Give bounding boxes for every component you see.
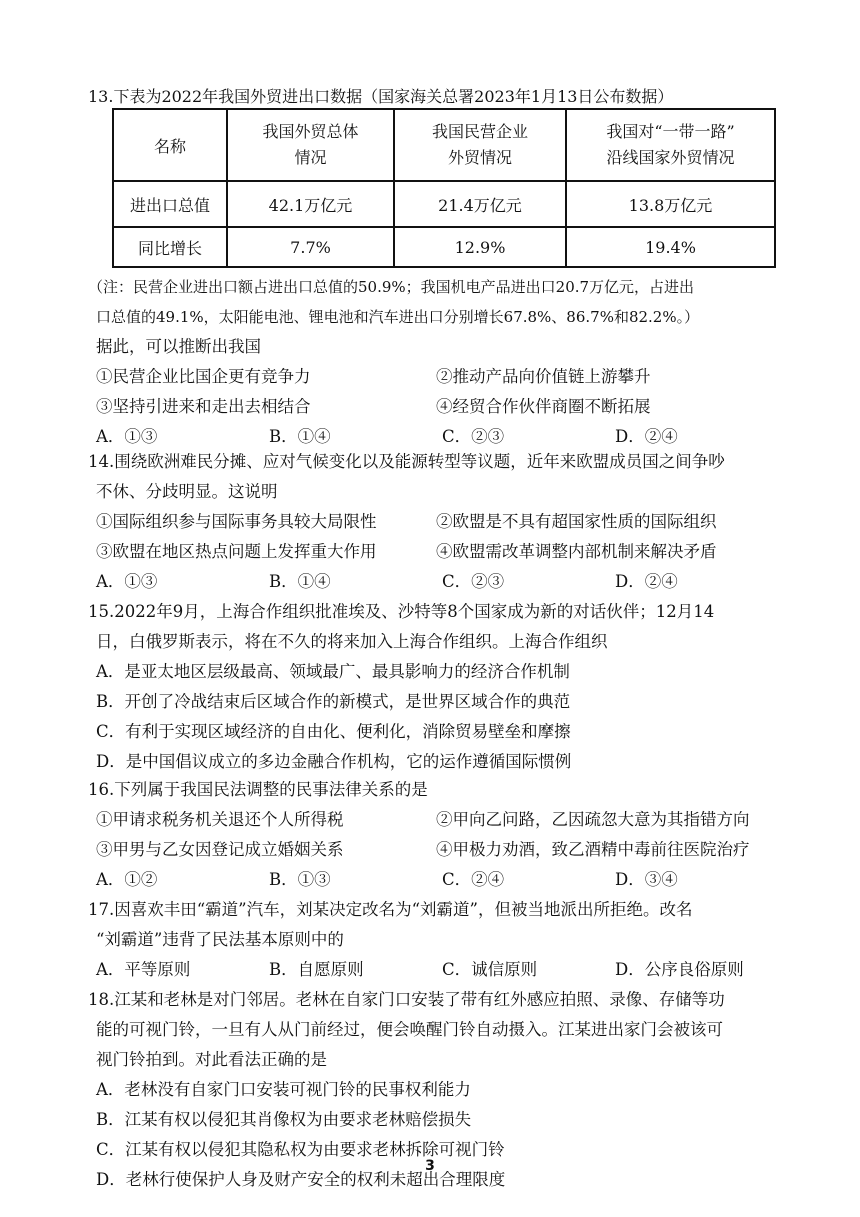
- q14-stem-line: 不休、分歧明显。这说明: [96, 482, 278, 501]
- choice-d: D．是中国倡议成立的多边金融合作机构，它的运作遵循国际惯例: [96, 752, 572, 771]
- question-16: [88, 775, 788, 895]
- q14-stem-line: 14.围绕欧洲难民分摊、应对气候变化以及能源转型等议题，近年来欧盟成员国之间争吵: [88, 452, 725, 471]
- choice-a: A．老林没有自家门口安装可视门铃的民事权利能力: [96, 1080, 471, 1099]
- statement-item: ②甲向乙问路，乙因疏忽大意为其指错方向: [436, 810, 750, 829]
- q18-stem-line: 18.江某和老林是对门邻居。老林在自家门口安装了带有红外感应拍照、录像、存储等功: [88, 990, 725, 1009]
- choice-d: D．②④: [615, 427, 678, 446]
- choice-c: C．江某有权以侵犯其隐私权为由要求老林拆除可视门铃: [96, 1140, 505, 1159]
- choice-d: D．③④: [615, 870, 678, 889]
- choice-d: D．公序良俗原则: [615, 960, 744, 979]
- q16-statements-row: [88, 835, 788, 865]
- table-header-row: [113, 109, 775, 181]
- q16-statements-row: [88, 805, 788, 835]
- q13-statements-row: [88, 362, 788, 392]
- choice-b: B．①③: [269, 870, 331, 889]
- table-cell: 同比增长: [113, 227, 227, 267]
- choice-b: B．江某有权以侵犯其肖像权为由要求老林赔偿损失: [96, 1110, 472, 1129]
- q17-stem-line: “刘霸道”违背了民法基本原则中的: [96, 930, 344, 949]
- choice-d: D．老林行使保护人身及财产安全的权利未超出合理限度: [96, 1170, 506, 1189]
- table-cell: 13.8万亿元: [566, 181, 775, 227]
- q18-stem-line: 视门铃拍到。对此看法正确的是: [96, 1050, 327, 1069]
- q13-note-line: 口总值的49.1%，太阳能电池、锂电池和汽车进出口分别增长67.8%、86.7%和82.2%。）: [96, 308, 700, 326]
- table-cell: 42.1万亿元: [227, 181, 394, 227]
- table-cell: 进出口总值: [113, 181, 227, 227]
- q17-stem-line: 17.因喜欢丰田“霸道”汽车，刘某决定改名为“刘霸道”，但被当地派出所拒绝。改名: [88, 900, 693, 919]
- statement-item: ②欧盟是不具有超国家性质的国际组织: [436, 512, 717, 531]
- q15-stem-line: 15.2022年9月，上海合作组织批准埃及、沙特等8个国家成为新的对话伙伴；12月14: [88, 602, 715, 621]
- choice-c: C．②④: [442, 870, 505, 889]
- choice-a: A．①③: [96, 572, 158, 591]
- statement-item: ①民营企业比国企更有竞争力: [96, 367, 311, 386]
- q15-stem-line: 日，白俄罗斯表示，将在不久的将来加入上海合作组织。上海合作组织: [96, 632, 608, 651]
- q13-body: [88, 272, 788, 452]
- table-cell: 19.4%: [566, 227, 775, 267]
- choice-a: A．是亚太地区层级最高、领域最广、最具影响力的经济合作机制: [96, 662, 570, 681]
- choice-a: A．平等原则: [96, 960, 191, 979]
- choice-b: B．①④: [269, 572, 331, 591]
- choice-c: C．有利于实现区域经济的自由化、便利化，消除贸易壁垒和摩擦: [96, 722, 571, 741]
- q13-note-line: 据此，可以推断出我国: [96, 337, 261, 356]
- q16-choices: [88, 865, 788, 895]
- q13-stem: 13.下表为2022年我国外贸进出口数据（国家海关总署2023年1月13日公布数据）: [88, 87, 674, 106]
- page-number: 3: [425, 1158, 435, 1174]
- q13-note-line: （注：民营企业进出口额占进出口总值的50.9%；我国机电产品进出口20.7万亿元，占进出: [88, 278, 695, 296]
- statement-item: ④经贸合作伙伴商圈不断拓展: [436, 397, 651, 416]
- choice-a: A．①③: [96, 427, 158, 446]
- q14-choices: [88, 567, 788, 597]
- table-cell: 12.9%: [394, 227, 566, 267]
- q13-statements-row: [88, 392, 788, 422]
- question-15: [88, 597, 788, 777]
- q17-choices: [88, 955, 788, 985]
- table-header-cell: 名称: [113, 109, 227, 181]
- statement-item: ④甲极力劝酒，致乙酒精中毒前往医院治疗: [436, 840, 750, 859]
- trade-data-table: [112, 108, 776, 268]
- question-14: [88, 447, 788, 597]
- choice-c: C．②③: [442, 427, 505, 446]
- statement-item: ③坚持引进来和走出去相结合: [96, 397, 311, 416]
- q16-stem: 16.下列属于我国民法调整的民事法律关系的是: [88, 780, 428, 799]
- statement-item: ①国际组织参与国际事务具较大局限性: [96, 512, 377, 531]
- statement-item: ③欧盟在地区热点问题上发挥重大作用: [96, 542, 377, 561]
- table-header-cell: 我国民营企业 外贸情况: [394, 109, 566, 181]
- choice-b: B．自愿原则: [269, 960, 364, 979]
- table-cell: 21.4万亿元: [394, 181, 566, 227]
- statement-item: ④欧盟需改革调整内部机制来解决矛盾: [436, 542, 717, 561]
- table-header-cell: 我国对“一带一路” 沿线国家外贸情况: [566, 109, 775, 181]
- choice-c: C．诚信原则: [442, 960, 538, 979]
- table-row: [113, 227, 775, 267]
- q18-stem-line: 能的可视门铃，一旦有人从门前经过，便会唤醒门铃自动摄入。江某进出家门会被该可: [96, 1020, 723, 1039]
- statement-item: ③甲男与乙女因登记成立婚姻关系: [96, 840, 344, 859]
- table-header-cell: 我国外贸总体 情况: [227, 109, 394, 181]
- choice-c: C．②③: [442, 572, 505, 591]
- q14-statements-row: [88, 507, 788, 537]
- choice-d: D．②④: [615, 572, 678, 591]
- q14-statements-row: [88, 537, 788, 567]
- choice-b: B．开创了冷战结束后区域合作的新模式，是世界区域合作的典范: [96, 692, 571, 711]
- question-17: [88, 895, 788, 985]
- table-cell: 7.7%: [227, 227, 394, 267]
- statement-item: ①甲请求税务机关退还个人所得税: [96, 810, 344, 829]
- choice-a: A．①②: [96, 870, 158, 889]
- statement-item: ②推动产品向价值链上游攀升: [436, 367, 651, 386]
- table-row: [113, 181, 775, 227]
- choice-b: B．①④: [269, 427, 331, 446]
